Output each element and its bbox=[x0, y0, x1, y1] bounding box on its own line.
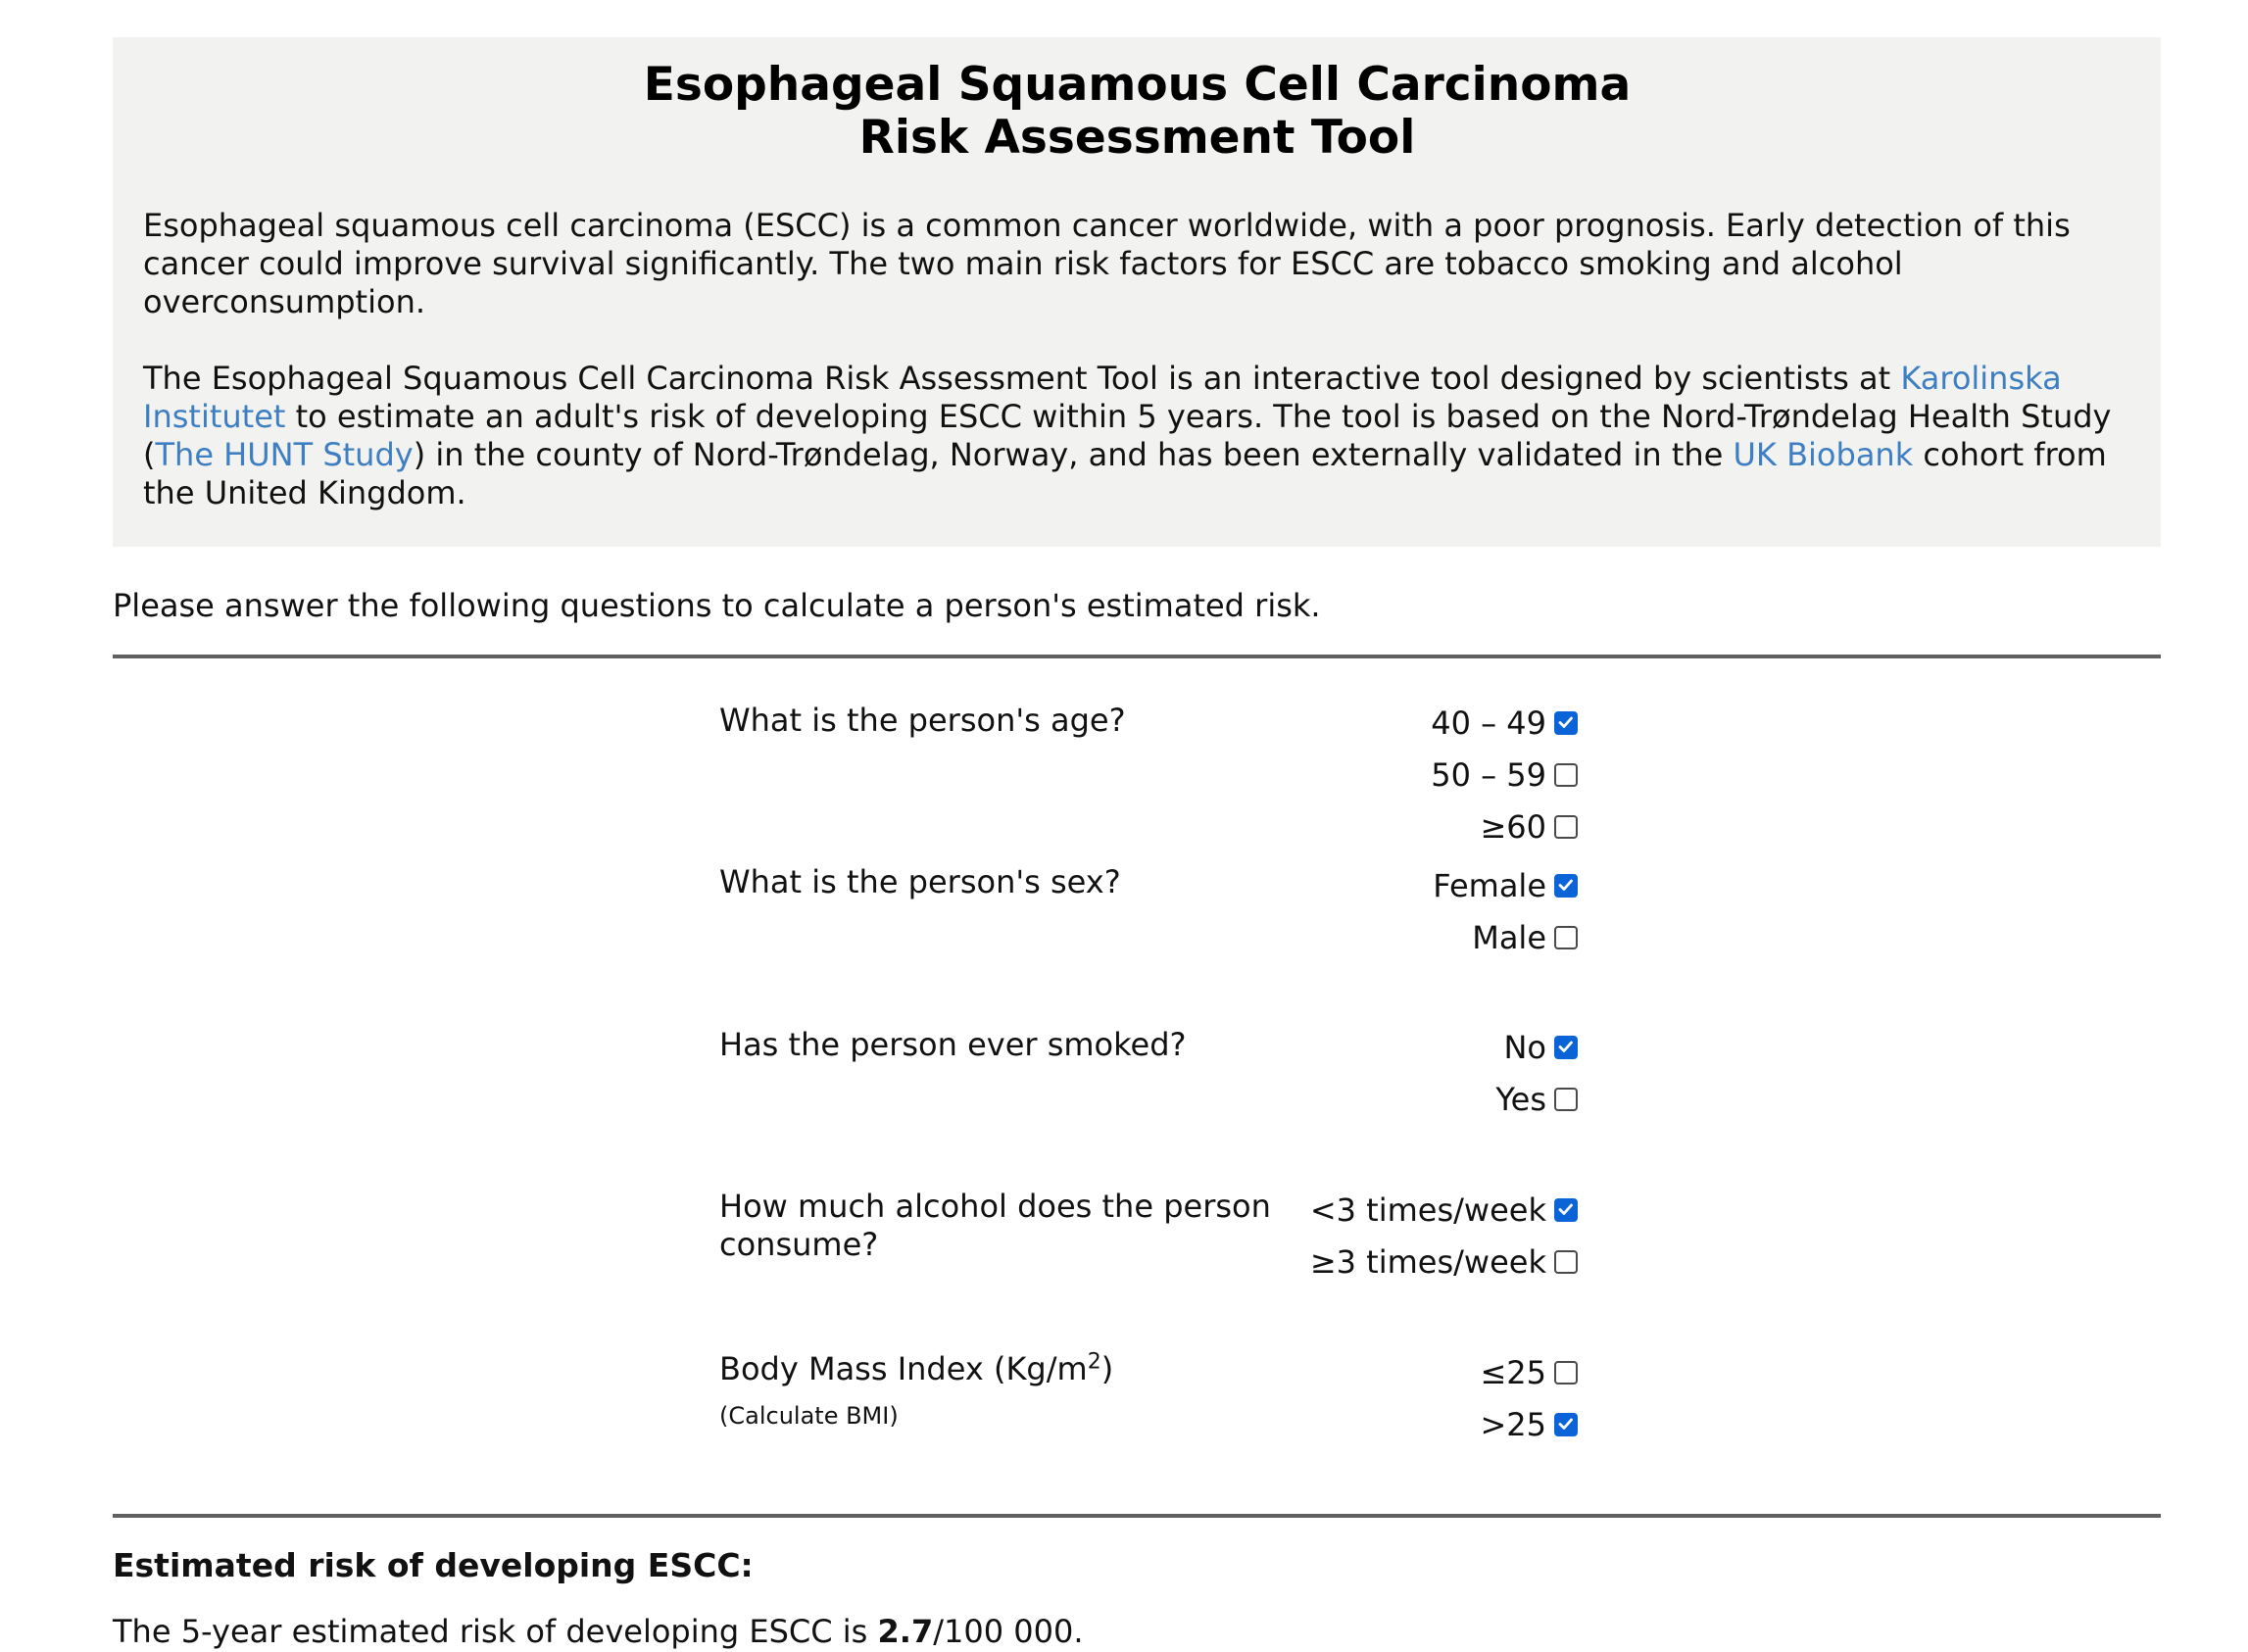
option-label: 40 – 49 bbox=[1431, 705, 1546, 742]
sex-male-checkbox[interactable] bbox=[1554, 926, 1578, 949]
result-text bbox=[113, 1612, 1083, 1651]
intro-panel bbox=[113, 37, 2161, 547]
hunt-study-link[interactable]: The HUNT Study bbox=[155, 436, 414, 473]
bmi-question-text: Body Mass Index (Kg/m bbox=[719, 1350, 1088, 1387]
alcohol-3-plus-checkbox[interactable] bbox=[1554, 1250, 1578, 1274]
smoking-option-no[interactable] bbox=[1503, 1028, 1578, 1067]
result-text-prefix: The 5-year estimated risk of developing ESCC is bbox=[113, 1613, 878, 1650]
alcohol-less-3-checkbox[interactable] bbox=[1554, 1198, 1578, 1222]
sex-question: What is the person's sex? bbox=[719, 863, 1121, 900]
option-label: ≥60 bbox=[1480, 808, 1546, 846]
sex-option-female[interactable] bbox=[1433, 866, 1578, 905]
intro-text-1: The Esophageal Squamous Cell Carcinoma Risk Assessment Tool is an interactive tool designed by scientists at bbox=[143, 360, 1901, 397]
result-heading: Estimated risk of developing ESCC: bbox=[113, 1546, 754, 1584]
age-50-59-checkbox[interactable] bbox=[1554, 763, 1578, 787]
age-option-50-59[interactable] bbox=[1431, 755, 1578, 795]
uk-biobank-link[interactable]: UK Biobank bbox=[1733, 436, 1914, 473]
smoking-no-checkbox[interactable] bbox=[1554, 1036, 1578, 1059]
instructions-text: Please answer the following questions to calculate a person's estimated risk. bbox=[113, 587, 1321, 624]
intro-paragraph-2 bbox=[143, 360, 2131, 512]
sex-option-male[interactable] bbox=[1472, 918, 1578, 957]
intro-text-2: to estimate an adult's risk of developing ESCC within 5 years. The tool is based on the Nord-Trøndelag Health Study ( bbox=[143, 398, 2112, 473]
intro-paragraph-1: Esophageal squamous cell carcinoma (ESCC) is a common cancer worldwide, with a poor prognosis. Early detection of this cancer could improve survival significantly. The two main risk factors for ESCC are tobacco smoking and alcohol overconsumption. bbox=[143, 207, 2071, 320]
alcohol-option-less-3[interactable] bbox=[1310, 1190, 1578, 1230]
age-option-60-plus[interactable] bbox=[1480, 807, 1578, 847]
option-label: >25 bbox=[1480, 1406, 1546, 1443]
bmi-25-or-less-checkbox[interactable] bbox=[1554, 1361, 1578, 1385]
bmi-superscript: 2 bbox=[1087, 1349, 1101, 1375]
smoking-option-yes[interactable] bbox=[1495, 1080, 1578, 1119]
age-question: What is the person's age? bbox=[719, 702, 1126, 739]
option-label: ≤25 bbox=[1480, 1354, 1546, 1391]
intro-text-4: cohort from the United Kingdom. bbox=[143, 436, 2107, 511]
bmi-question bbox=[719, 1350, 1307, 1388]
top-divider bbox=[113, 655, 2161, 658]
alcohol-question: How much alcohol does the person consume? bbox=[719, 1188, 1271, 1263]
bmi-option-25-or-less[interactable] bbox=[1480, 1353, 1578, 1392]
age-option-40-49[interactable] bbox=[1431, 704, 1578, 743]
title-line-2: Risk Assessment Tool bbox=[858, 111, 1416, 165]
bottom-divider bbox=[113, 1514, 2161, 1518]
bmi-option-over-25[interactable] bbox=[1480, 1405, 1578, 1444]
karolinska-link[interactable]: Karolinska Institutet bbox=[143, 360, 2062, 435]
option-label: 50 – 59 bbox=[1431, 756, 1546, 794]
calculate-bmi-link[interactable]: (Calculate BMI) bbox=[719, 1402, 899, 1430]
option-label: <3 times/week bbox=[1309, 1191, 1546, 1229]
option-label: No bbox=[1503, 1029, 1546, 1066]
sex-female-checkbox[interactable] bbox=[1554, 874, 1578, 898]
option-label: Male bbox=[1472, 919, 1546, 956]
bmi-over-25-checkbox[interactable] bbox=[1554, 1413, 1578, 1436]
age-40-49-checkbox[interactable] bbox=[1554, 711, 1578, 735]
option-label: Yes bbox=[1495, 1081, 1546, 1118]
page-title bbox=[143, 59, 2131, 165]
title-line-1: Esophageal Squamous Cell Carcinoma bbox=[643, 58, 1632, 112]
option-label: ≥3 times/week bbox=[1309, 1243, 1546, 1281]
alcohol-option-3-plus[interactable] bbox=[1310, 1242, 1578, 1282]
smoking-yes-checkbox[interactable] bbox=[1554, 1088, 1578, 1111]
smoking-question: Has the person ever smoked? bbox=[719, 1026, 1187, 1063]
option-label: Female bbox=[1433, 867, 1546, 904]
bmi-question-suffix: ) bbox=[1100, 1350, 1114, 1387]
age-60-plus-checkbox[interactable] bbox=[1554, 815, 1578, 839]
result-text-suffix: /100 000. bbox=[933, 1613, 1084, 1650]
risk-value: 2.7 bbox=[877, 1613, 934, 1650]
intro-text-3: ) in the county of Nord-Trøndelag, Norway, and has been externally validated in the bbox=[413, 436, 1734, 473]
